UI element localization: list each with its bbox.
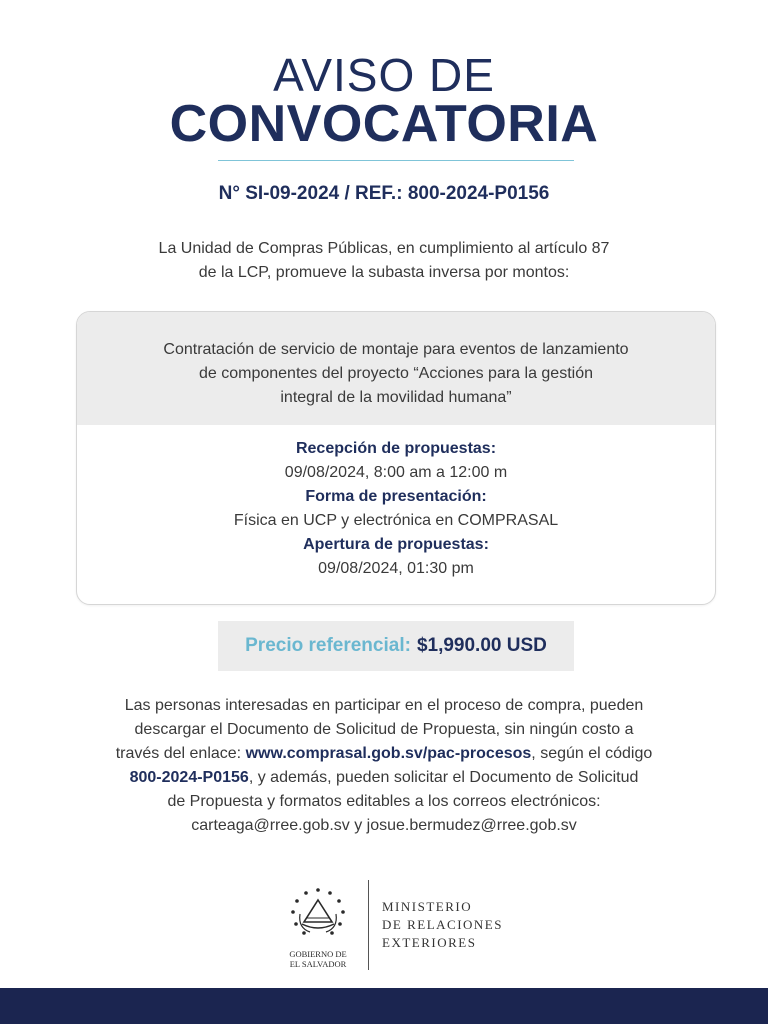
- ministry-name: [382, 898, 503, 952]
- procurement-description: [117, 338, 675, 410]
- schedule-details: [77, 437, 715, 581]
- submission-form-label: Forma de presentación:: [305, 488, 487, 505]
- intro-text: [114, 237, 654, 285]
- submission-form-value: Física en UCP y electrónica en COMPRASAL: [233, 512, 559, 529]
- body-line: de Propuesta y formatos editables a los correos electrónicos:: [167, 793, 601, 810]
- intro-line: de la LCP, promueve la subasta inversa por montos:: [198, 264, 570, 281]
- reference-number: N° SI-09-2024 / REF.: 800-2024-P0156: [218, 183, 550, 204]
- title-line-1: AVISO DE: [273, 49, 495, 101]
- intro-line: La Unidad de Compras Públicas, en cumplimiento al artículo 87: [158, 240, 610, 257]
- description-line: de componentes del proyecto “Acciones para la gestión: [198, 365, 593, 382]
- ministry-line: DE RELACIONES: [382, 917, 503, 932]
- body-line: [84, 742, 684, 766]
- logo-divider: [368, 880, 369, 970]
- title-divider: [218, 160, 574, 161]
- seal-text-line1: GOBIERNO DE: [289, 949, 347, 959]
- title-line-2: CONVOCATORIA: [169, 95, 599, 153]
- body-line: descargar el Documento de Solicitud de Propuesta, sin ningún costo a: [134, 721, 634, 738]
- body-line: [84, 766, 684, 790]
- reception-value: 09/08/2024, 8:00 am a 12:00 m: [284, 464, 508, 481]
- description-panel: [77, 312, 715, 425]
- opening-label: Apertura de propuestas:: [303, 536, 489, 553]
- price-value: $1,990.00 USD: [416, 635, 547, 656]
- description-line: Contratación de servicio de montaje para eventos de lanzamiento: [163, 341, 629, 358]
- process-code: 800-2024-P0156: [129, 769, 249, 786]
- details-card: [76, 311, 716, 605]
- description-line: integral de la movilidad humana”: [280, 389, 512, 406]
- government-seal-icon: [278, 884, 358, 970]
- ministry-line: MINISTERIO: [382, 899, 473, 914]
- instructions-text: [84, 694, 684, 838]
- ministry-line: EXTERIORES: [382, 935, 477, 950]
- footer-bar: [0, 988, 768, 1024]
- price-box: [218, 621, 574, 671]
- seal-text-line2: EL SALVADOR: [289, 959, 347, 969]
- comprasal-link[interactable]: www.comprasal.gob.sv/pac-procesos: [245, 745, 532, 762]
- reception-label: Recepción de propuestas:: [295, 440, 497, 457]
- body-text-fragment: , según el código: [531, 745, 653, 762]
- contact-emails: carteaga@rree.gob.sv y josue.bermudez@rree.gob.sv: [191, 817, 577, 834]
- body-text-fragment: , y además, pueden solicitar el Documento de Solicitud: [248, 769, 639, 786]
- opening-value: 09/08/2024, 01:30 pm: [318, 560, 474, 577]
- ministry-logo: [278, 880, 518, 970]
- body-text-fragment: través del enlace:: [115, 745, 246, 762]
- body-line: Las personas interesadas en participar en el proceso de compra, pueden: [124, 697, 644, 714]
- price-label: Precio referencial:: [245, 635, 411, 656]
